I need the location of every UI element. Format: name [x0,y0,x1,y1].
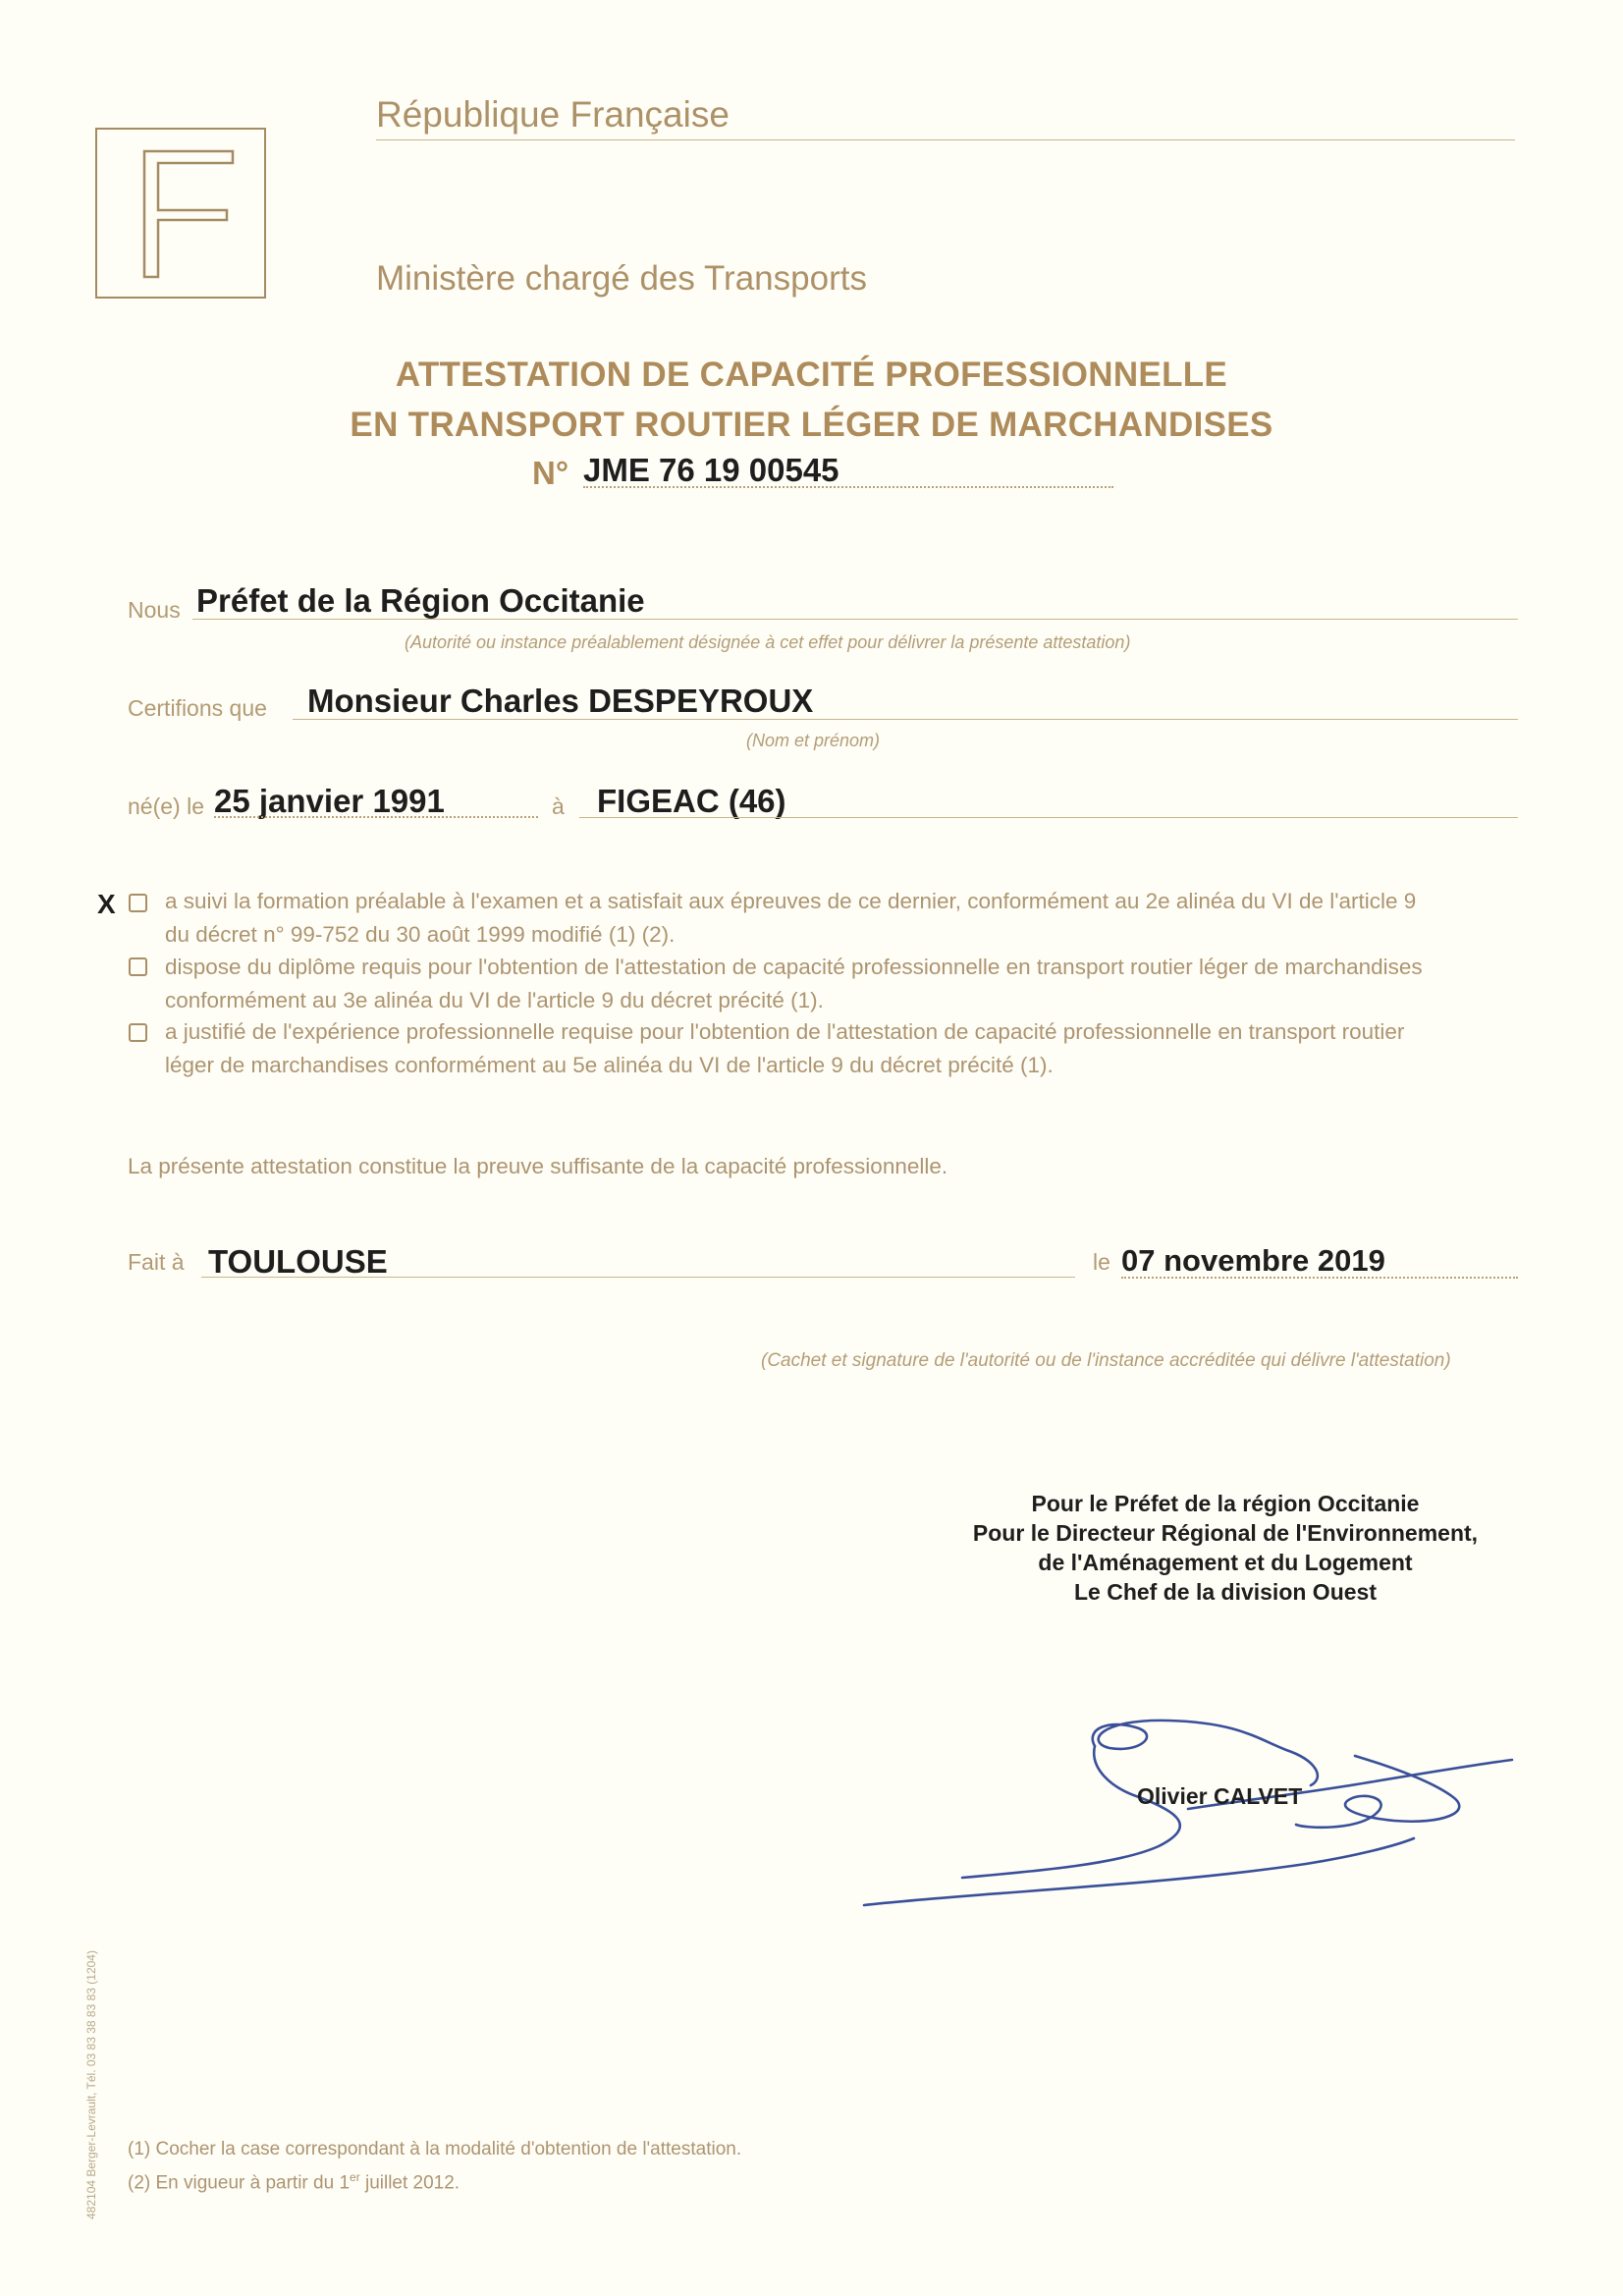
fait-date: 07 novembre 2019 [1121,1243,1385,1278]
document-title-line-2: EN TRANSPORT ROUTIER LÉGER DE MARCHANDISES [350,406,1273,444]
naissance-lieu: FIGEAC (46) [597,783,786,819]
letter-f-logo [97,130,264,297]
option-formation-text [165,885,1579,952]
lieu-rule [579,817,1518,818]
certifions-value: Monsieur Charles DESPEYROUX [307,683,814,719]
footnote-2 [128,2170,460,2194]
option-diplome-line-1: dispose du diplôme requis pour l'obtention de l'attestation de capacité professionnelle en transport routier léger de marchandises [165,955,1423,979]
option-experience-text [165,1015,1579,1082]
certifions-rule [293,719,1518,720]
document-title-line-1: ATTESTATION DE CAPACITÉ PROFESSIONNELLE [395,355,1228,394]
republique-heading: République Française [376,94,730,135]
nous-note: (Autorité ou instance préalablement désignée à cet effet pour délivrer la présente attestation) [405,632,1131,652]
number-prefix: N° [532,455,569,491]
nous-rule [192,619,1518,620]
date-dotted-line [214,816,538,818]
header-rule [376,139,1515,140]
footnote-2-suffix: juillet 2012. [359,2172,460,2194]
fait-date-dotted-line [1121,1277,1518,1279]
certifions-label: Certifions que [128,695,267,721]
nous-label: Nous [128,597,181,623]
signature-line-4: Le Chef de la division Ouest [1073,1579,1377,1605]
option-formation-line-1: a suivi la formation préalable à l'examen et a satisfait aux épreuves de ce dernier, conformément au 2e alinéa du VI de l'article 9 [165,889,1417,913]
certifions-note: (Nom et prénom) [746,731,881,750]
fait-label: Fait à [128,1249,185,1275]
attestation-number: JME 76 19 00545 [583,452,839,488]
number-dotted-line [583,486,1113,488]
signature-line-2: Pour le Directeur Régional de l'Environnement, [972,1520,1479,1546]
checkbox-diplome[interactable] [129,957,147,976]
footnote-1: (1) Cocher la case correspondant à la modalité d'obtention de l'attestation. [128,2139,742,2159]
checkbox-formation[interactable] [129,894,147,912]
fait-le-label: le [1093,1249,1110,1275]
footnote-2-sup: er [350,2170,360,2184]
signatory-name: Olivier CALVET [1137,1783,1303,1809]
fait-lieu: TOULOUSE [208,1243,388,1280]
cachet-note: (Cachet et signature de l'autorité ou de l'instance accréditée qui délivre l'attestation) [761,1350,1451,1371]
checkbox-experience[interactable] [129,1023,147,1042]
logo-box [95,128,266,299]
signature-line-3: de l'Aménagement et du Logement [1038,1550,1413,1575]
printer-reference: 482104 Berger-Levrault, Tél. 03 83 38 83 83 (1204) [84,1950,98,2219]
handwritten-signature [844,1699,1532,1925]
naissance-label: né(e) le [128,793,204,819]
fait-rule [201,1277,1075,1278]
checked-x-mark: X [97,889,116,919]
nous-value: Préfet de la Région Occitanie [196,582,645,619]
preuve-statement: La présente attestation constitue la preuve suffisante de la capacité professionnelle. [128,1154,948,1178]
option-experience-line-2: léger de marchandises conformément au 5e alinéa du VI de l'article 9 du décret précité (1). [165,1053,1054,1077]
option-experience-line-1: a justifié de l'expérience professionnelle requise pour l'obtention de l'attestation de capacité professionnelle en transport routier [165,1019,1405,1044]
option-diplome-line-2: conformément au 3e alinéa du VI de l'article 9 du décret précité (1). [165,988,824,1012]
option-diplome-text [165,951,1579,1017]
ministere-heading: Ministère chargé des Transports [376,259,867,298]
naissance-date: 25 janvier 1991 [214,783,445,819]
footnote-2-prefix: (2) En vigueur à partir du 1 [128,2172,351,2194]
option-formation-line-2: du décret n° 99-752 du 30 août 1999 modifié (1) (2). [165,922,676,947]
naissance-a-label: à [552,793,565,819]
signature-line-1: Pour le Préfet de la région Occitanie [1031,1491,1420,1516]
